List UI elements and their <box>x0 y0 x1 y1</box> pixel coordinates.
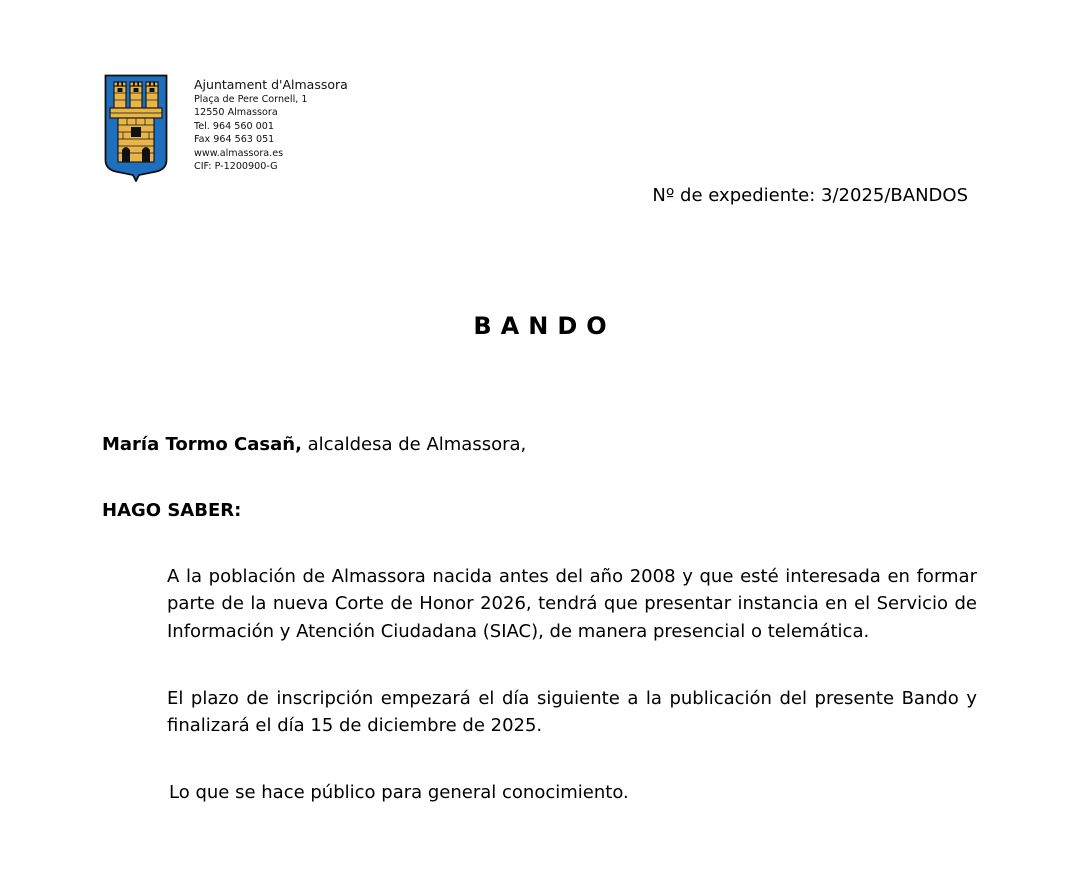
file-number: Nº de expediente: 3/2025/BANDOS <box>652 185 968 206</box>
website: www.almassora.es <box>194 147 284 159</box>
organization-info <box>194 77 348 173</box>
organization-name: Ajuntament d'Almassora <box>194 77 348 92</box>
address-street: Plaça de Pere Cornell, 1 <box>194 94 308 105</box>
almassora-coat-of-arms-icon <box>104 74 168 182</box>
tax-id: CIF: P-1200900-G <box>194 161 278 173</box>
hago-saber-heading: HAGO SABER: <box>102 500 242 521</box>
mayor-name: María Tormo Casañ, <box>102 434 302 455</box>
body-paragraph: A la población de Almassora nacida antes del año 2008 y que esté interesada en formar parte de la nueva Corte de Honor 2026, tendrá que presentar instancia en el Servicio de Información y Atención Ciudadana (SIAC), de manera presencial o telemática. <box>167 566 977 642</box>
body-paragraph: El plazo de inscripción empezará el día siguiente a la publicación del presente Bando y finalizará el día 15 de diciembre de 2025. <box>167 688 977 737</box>
address-postal: 12550 Almassora <box>194 107 278 119</box>
phone-number: Tel. 964 560 001 <box>194 120 274 132</box>
mayor-line <box>102 433 526 457</box>
fax-number: Fax 964 563 051 <box>194 134 275 146</box>
document-title: BANDO <box>473 312 616 340</box>
mayor-role: alcaldesa de Almassora, <box>301 434 527 455</box>
closing-line: Lo que se hace público para general conocimiento. <box>169 782 629 803</box>
